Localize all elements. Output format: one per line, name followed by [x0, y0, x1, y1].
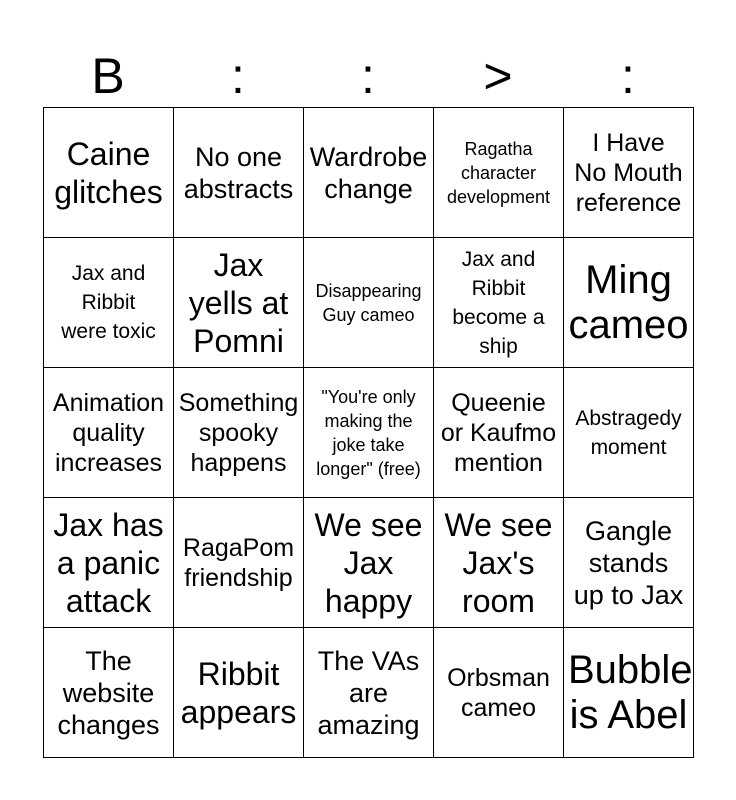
- bingo-cell[interactable]: [434, 628, 564, 758]
- bingo-cell[interactable]: [304, 238, 434, 368]
- title-letter: B: [91, 48, 125, 104]
- bingo-cell[interactable]: [44, 238, 174, 368]
- cell-label: Abstragedy moment: [575, 406, 682, 459]
- bingo-cell[interactable]: [174, 498, 304, 628]
- bingo-cell[interactable]: [174, 108, 304, 238]
- title-letter: >: [483, 48, 513, 104]
- cell-label: Ribbit appears: [180, 655, 297, 730]
- cell-label: "You're only making the joke take longer" (free): [316, 386, 421, 479]
- bingo-cell[interactable]: [174, 628, 304, 758]
- board-row: [44, 628, 694, 758]
- bingo-cell[interactable]: [44, 498, 174, 628]
- bingo-cell[interactable]: [564, 238, 694, 368]
- cell-label: Ragatha character development: [446, 138, 551, 207]
- bingo-cell[interactable]: [304, 628, 434, 758]
- bingo-cell[interactable]: [44, 368, 174, 498]
- cell-label: Queenie or Kaufmo mention: [440, 388, 557, 477]
- cell-label: Animation quality increases: [52, 388, 165, 477]
- bingo-cell[interactable]: [304, 368, 434, 498]
- cell-label: Bubble is Abel: [568, 647, 693, 737]
- bingo-cell[interactable]: [174, 238, 304, 368]
- bingo-cell[interactable]: [44, 108, 174, 238]
- cell-label: Jax and Ribbit become a ship: [452, 247, 545, 358]
- board-row: [44, 108, 694, 238]
- cell-label: Jax yells at Pomni: [188, 246, 289, 359]
- bingo-cell[interactable]: [304, 498, 434, 628]
- cell-label: No one abstracts: [183, 141, 294, 204]
- board-row: [44, 498, 694, 628]
- cell-label: Ming cameo: [568, 257, 689, 347]
- board-row: [44, 368, 694, 498]
- cell-label: We see Jax's room: [444, 506, 553, 619]
- cell-label: RagaPom friendship: [182, 533, 295, 592]
- bingo-cell[interactable]: [434, 238, 564, 368]
- title-letter: :: [621, 48, 635, 104]
- bingo-cell[interactable]: [174, 368, 304, 498]
- bingo-cell[interactable]: [564, 498, 694, 628]
- bingo-cell[interactable]: [564, 628, 694, 758]
- cell-label: Something spooky happens: [178, 388, 299, 477]
- cell-label: The website changes: [57, 645, 160, 740]
- cell-label: Disappearing Guy cameo: [315, 280, 422, 325]
- bingo-cell[interactable]: [434, 108, 564, 238]
- cell-label: Caine glitches: [54, 135, 163, 210]
- board-row: [44, 238, 694, 368]
- bingo-cell[interactable]: [434, 498, 564, 628]
- cell-label: Orbsman cameo: [447, 663, 550, 722]
- bingo-board: [43, 107, 694, 758]
- cell-label: We see Jax happy: [314, 506, 423, 619]
- bingo-cell[interactable]: [564, 108, 694, 238]
- cell-label: Jax and Ribbit were toxic: [61, 262, 156, 343]
- title-letter: :: [231, 48, 245, 104]
- bingo-cell[interactable]: [44, 628, 174, 758]
- cell-label: I Have No Mouth reference: [574, 128, 683, 217]
- bingo-cell[interactable]: [434, 368, 564, 498]
- cell-label: The VAs are amazing: [317, 645, 420, 740]
- title-letter: :: [361, 48, 375, 104]
- cell-label: Wardrobe change: [309, 141, 428, 204]
- cell-label: Gangle stands up to Jax: [573, 515, 684, 610]
- cell-label: Jax has a panic attack: [53, 506, 164, 619]
- bingo-cell[interactable]: [304, 108, 434, 238]
- bingo-cell[interactable]: [564, 368, 694, 498]
- bingo-title: [43, 48, 693, 104]
